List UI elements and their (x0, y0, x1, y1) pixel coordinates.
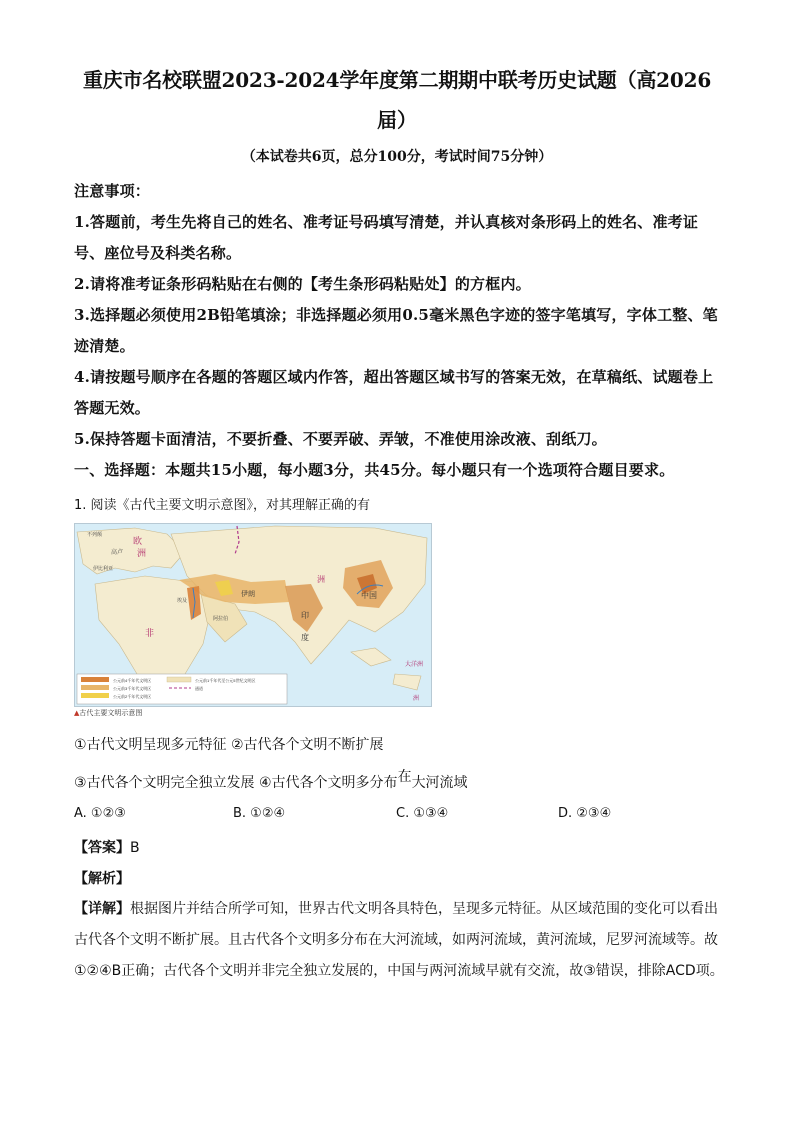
legend-label-2: 公元前3千年代文明区 (113, 686, 152, 691)
label-europe2: 洲 (137, 548, 147, 558)
choice-b: B. ①②④ (233, 806, 286, 821)
exam-title-line1: 重庆市名校联盟2023-2024学年度第二期期中联考历史试题（高2026 (82, 68, 712, 92)
exam-title (66, 60, 728, 140)
notice-heading: 注意事项： (74, 182, 151, 200)
notice-item-3: 3.选择题必须使用2B铅笔填涂；非选择题必须用0.5毫米黑色字迹的签字笔填写，字体工整、笔迹清楚。 (74, 306, 718, 355)
statements-row-2b: 在 (397, 769, 412, 785)
label-gaul: 高卢 (111, 550, 124, 556)
notice-item-5: 5.保持答题卡面清洁，不要折叠、不要弄破、弄皱，不准使用涂改液、刮纸刀。 (74, 430, 607, 448)
label-india: 印 (301, 611, 309, 620)
map-caption (74, 708, 142, 718)
choice-a: A. ①②③ (74, 806, 126, 821)
label-europe: 欧 (133, 536, 143, 546)
legend-swatch-4 (167, 677, 191, 682)
label-asia: 洲 (317, 575, 325, 584)
statements-row-1: ①古代文明呈现多元特征 ②古代各个文明不断扩展 (74, 737, 384, 753)
choice-c: C. ①③④ (396, 806, 449, 821)
legend-swatch-2 (81, 685, 109, 690)
label-iberia: 伊比利亚 (93, 566, 114, 572)
exam-title-line2: 届） (377, 108, 417, 132)
choice-d: D. ②③④ (558, 806, 612, 821)
detail-text: 根据图片并结合所学可知，世界古代文明各具特色，呈现多元特征。从区域范围的变化可以看出古代各个文明不断扩展。且古代各个文明多分布在大河流域，如两河流域，黄河流域，尼罗河流域等。故①②④B正确；古代各个文明并非完全独立发展的，中国与两河流域早就有交流，故③错误，排除ACD项。 (74, 901, 724, 979)
statements-row-2c: 大河流域 (411, 775, 468, 791)
answer-line (74, 837, 140, 857)
statements-row-2 (74, 769, 468, 792)
analysis-label: 【解析】 (74, 871, 130, 887)
detail-paragraph (74, 894, 724, 987)
notice-item-1: 1.答题前，考生先将自己的姓名、准考证号码填写清楚，并认真核对条形码上的姓名、准考证号、座位号及科类名称。 (74, 213, 699, 262)
label-egypt: 埃及 (177, 598, 188, 604)
statements-row-2a: ③古代各个文明完全独立发展 ④古代各个文明多分布 (74, 775, 398, 791)
civilization-map (74, 523, 432, 707)
notice-item-4: 4.请按题号顺序在各题的答题区域内作答，超出答题区域书写的答案无效，在草稿纸、试题卷上答题无效。 (74, 368, 714, 417)
detail-label: 【详解】 (74, 901, 130, 917)
label-africa: 非 (145, 628, 155, 638)
label-britain: 不列颠 (87, 532, 103, 538)
notice-item-2: 2.请将准考证条形码粘贴在右侧的【考生条形码粘贴处】的方框内。 (74, 275, 531, 293)
legend-swatch-1 (81, 677, 109, 682)
answer-value: B (130, 840, 140, 856)
map-svg (75, 524, 431, 706)
label-arabia: 阿拉伯 (213, 616, 229, 622)
label-pacific: 洲 (413, 696, 420, 702)
analysis-line (74, 868, 130, 888)
question-1-stem: 1. 阅读《古代主要文明示意图》，对其理解正确的有 (74, 498, 371, 513)
caption-marker-icon: ▲ (74, 709, 80, 717)
label-persia: 伊朗 (241, 591, 255, 598)
label-china: 中国 (361, 591, 377, 600)
exam-subtitle: （本试卷共6页，总分100分，考试时间75分钟） (241, 149, 553, 165)
map-caption-text: 古代主要文明示意图 (79, 709, 143, 717)
answer-label: 【答案】 (74, 840, 130, 856)
section-heading: 一、选择题：本题共15小题，每小题3分，共45分。每小题只有一个选项符合题目要求。 (74, 461, 675, 479)
label-ocean: 大洋洲 (405, 662, 424, 668)
label-india2: 度 (301, 633, 309, 642)
legend-label-5: 通道 (195, 686, 203, 691)
legend-label-3: 公元前2千年代文明区 (113, 694, 152, 699)
legend-label-4: 公元前1千年代至公元5世纪文明区 (195, 678, 256, 683)
legend-label-1: 公元前4千年代文明区 (113, 678, 152, 683)
legend-swatch-3 (81, 693, 109, 698)
